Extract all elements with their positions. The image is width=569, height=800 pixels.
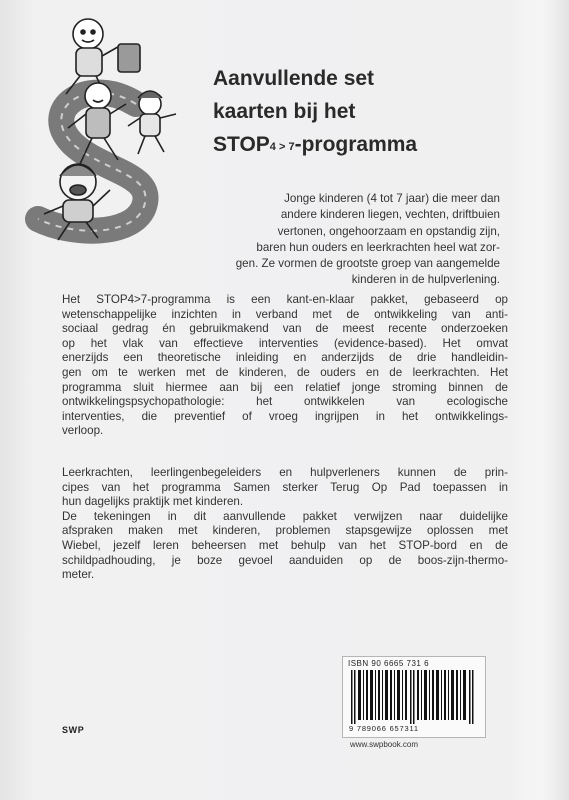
title-programma: -programma [294, 133, 418, 156]
isbn-text: ISBN 90 6665 731 6 [348, 659, 430, 668]
intro-line: kinderen in de hulpverlening. [351, 273, 500, 287]
paragraph-line: Wiebel, jezelf leren beheersen met behulp van het STOP-bord en de [62, 538, 508, 552]
intro-line: baren hun ouders en leerkrachten heel wat zor- [256, 240, 500, 254]
book-title [213, 62, 513, 165]
paragraph-line: De tekeningen in dit aanvullende pakket verwijzen naar duidelijke [62, 509, 508, 523]
title-age-range: 4 > 7 [269, 141, 295, 153]
paragraph-line: op het vlak van effectieve interventies (evidence-based). Het omvat [62, 336, 508, 350]
barcode-number: 9 789066 657311 [349, 724, 419, 733]
paragraph-line: sociaal gedrag én gebruikmakend van de meest recente onderzoeken [62, 322, 508, 336]
title-stop: STOP [213, 133, 270, 156]
paragraph-line: meter. [62, 568, 95, 582]
intro-line: Jonge kinderen (4 tot 7 jaar) die meer dan [284, 192, 500, 205]
publisher-logo: SWP [62, 725, 85, 735]
barcode-bars [349, 670, 479, 724]
paragraph-line: wetenschappelijke inzichten in verband met de ontwikkeling van anti- [62, 307, 508, 321]
plastic-wrap-reflection [509, 0, 569, 800]
title-line-3 [213, 128, 513, 165]
intro-line: vertonen, ongehoorzaam en opstandig zijn, [277, 224, 500, 238]
description-paragraph-1 [62, 293, 508, 439]
title-line-2: kaarten bij het [213, 100, 356, 123]
title-line-1: Aanvullende set [213, 67, 375, 90]
website-url: www.swpbook.com [350, 740, 419, 749]
intro-line: andere kinderen liegen, vechten, driftbuien [280, 208, 500, 222]
barcode-label [342, 656, 486, 738]
paragraph-line: cipes van het programma Samen sterker Terug Op Pad toepassen in [62, 480, 508, 494]
paragraph-line: schildpadhouding, je boze gevoel aanduiden op de boos-zijn-thermo- [62, 553, 508, 567]
paragraph-line: interventies, die preventief of vroeg ingrijpen in het ontwikkelings- [62, 409, 508, 423]
running-children-illustration [18, 4, 193, 244]
paragraph-line: afspraken maken met kinderen, problemen stapsgewijze oplossen met [62, 524, 508, 538]
description-paragraph-2 [62, 466, 508, 583]
paragraph-line: ontwikkelingspsychopathologie: het ontwikkelen van ecologische [62, 395, 508, 409]
paragraph-line: programma sluit hiermee aan bij een relatief jonge stroming binnen de [62, 380, 508, 394]
paragraph-line: Leerkrachten, leerlingenbegeleiders en hulpverleners kunnen de prin- [62, 466, 508, 479]
intro-line: gen. Ze vormen de grootste groep van aangemelde [235, 257, 500, 271]
paragraph-line: Het STOP4>7-programma is een kant-en-klaar pakket, gebaseerd op [62, 293, 508, 306]
paragraph-line: verloop. [62, 424, 104, 438]
paragraph-line: hun dagelijks praktijk met kinderen. [62, 495, 244, 509]
intro-paragraph [228, 191, 500, 289]
paragraph-line: gen om te werken met de kinderen, de ouders en de leerkrachten. Het [62, 365, 508, 379]
paragraph-line: enerzijds een theoretische inleiding en anderzijds de drie handleidin- [62, 351, 508, 365]
